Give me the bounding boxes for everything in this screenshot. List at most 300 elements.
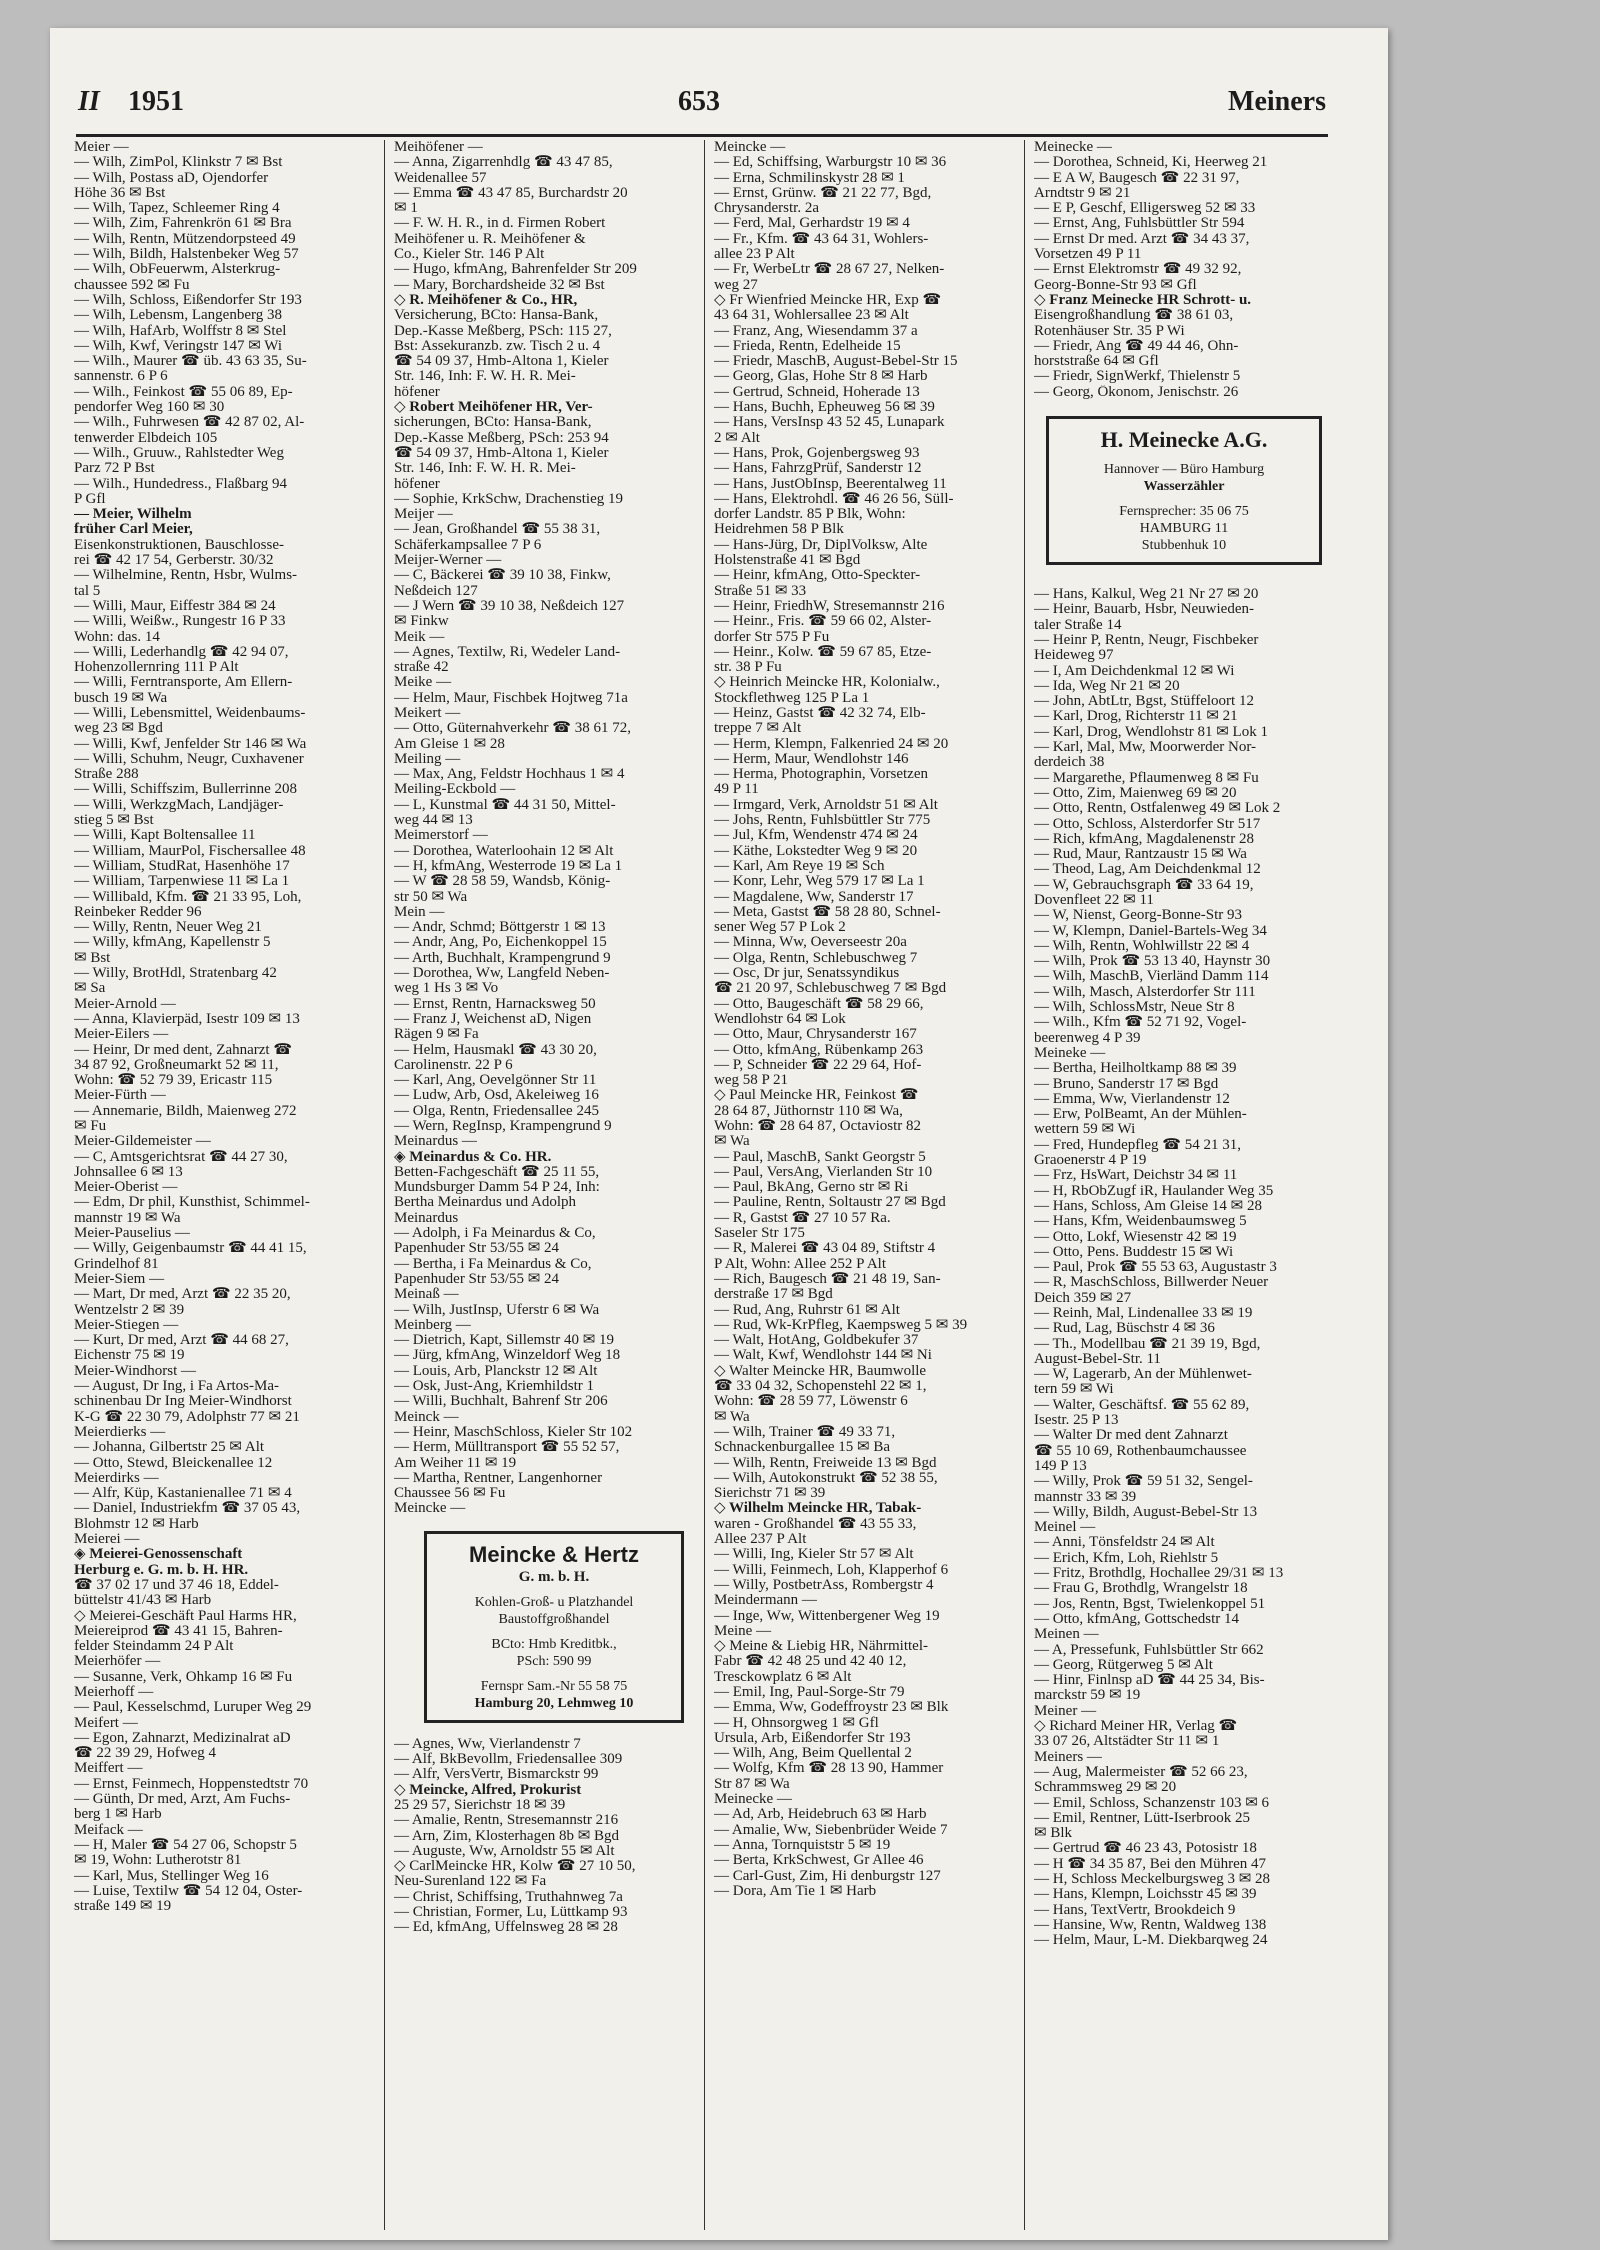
directory-entry-line: — Arth, Buchhalt, Krampengrund 9	[394, 950, 611, 966]
directory-entry-line: — Karl, Mus, Stellinger Weg 16	[74, 1868, 269, 1884]
directory-entry-line: Meier —	[74, 140, 129, 155]
directory-entry-line: — Wilh, Trainer ☎ 49 33 71,	[714, 1424, 896, 1440]
directory-entry-line: — I, Am Deichdenkmal 12 ✉ Wi	[1034, 663, 1235, 679]
directory-entry-line: — Sophie, KrkSchw, Drachenstieg 19	[394, 491, 623, 507]
directory-entry-line: — Wilhelmine, Rentn, Hsbr, Wulms-	[74, 568, 298, 584]
directory-entry-line: — Wolfg, Kfm ☎ 28 13 90, Hammer	[714, 1761, 944, 1777]
header-rule	[76, 134, 1328, 137]
directory-entry-line: — Käthe, Lokstedter Weg 9 ✉ 20	[714, 843, 918, 859]
directory-entry-line: Meinardus	[394, 1210, 459, 1226]
directory-entry-line: — Wilh, Ang, Beim Quellental 2	[714, 1746, 912, 1762]
directory-entry-line: Meincke —	[394, 1501, 466, 1517]
directory-entry-line: — Hans-Jürg, Dr, DiplVolksw, Alte	[714, 537, 928, 553]
directory-entry-line: — Erna, Schmilinskystr 28 ✉ 1	[714, 170, 905, 186]
directory-entry-line: Meier-Stiegen —	[74, 1317, 179, 1333]
directory-entry-line: — Otto, kfmAng, Gottschedstr 14	[1034, 1611, 1239, 1627]
directory-entry-line: Papenhuder Str 53/55 ✉ 24	[394, 1241, 560, 1257]
directory-entry-line: — Otto, kfmAng, Rübenkamp 263	[714, 1042, 924, 1058]
directory-entry-line: Weidenallee 57	[394, 170, 487, 186]
directory-entry-line: — Egon, Zahnarzt, Medizinalrat aD	[74, 1730, 291, 1746]
directory-entry-line: Am Gleise 1 ✉ 28	[394, 736, 505, 752]
directory-entry-line: — Anna, Klavierpäd, Isestr 109 ✉ 13	[74, 1011, 300, 1027]
directory-entry-line: — Anni, Tönsfeldstr 24 ✉ Alt	[1034, 1535, 1215, 1551]
directory-entry-line: — Herma, Photographin, Vorsetzen	[714, 767, 928, 783]
directory-entry-line: Meinel —	[1034, 1520, 1096, 1536]
column-2	[394, 140, 694, 2230]
directory-entry-line: — Fr, WerbeLtr ☎ 28 67 27, Nelken-	[714, 262, 945, 278]
directory-entry-line: Mundsburger Damm 54 P 24, Inh:	[394, 1180, 600, 1196]
directory-entry-line: — Ludw, Arb, Osd, Akeleiweg 16	[394, 1088, 599, 1104]
directory-entry-line: — H, Schloss Meckelburgsweg 3 ✉ 28	[1034, 1871, 1271, 1887]
directory-entry-line: Meierei —	[74, 1532, 140, 1548]
directory-entry-line: ◇ Meierei-Geschäft Paul Harms HR,	[74, 1608, 297, 1624]
directory-entry-line: — Willy, kfmAng, Kapellenstr 5	[74, 935, 271, 951]
directory-entry-line: — R, Malerei ☎ 43 04 89, Stiftstr 4	[714, 1241, 936, 1257]
directory-entry-line: — H, Ohnsorgweg 1 ✉ Gfl	[714, 1715, 879, 1731]
directory-entry-line: — Aug, Malermeister ☎ 52 66 23,	[1034, 1764, 1248, 1780]
directory-entry-line: waren - Großhandel ☎ 43 55 33,	[714, 1516, 917, 1532]
directory-entry-line: Rägen 9 ✉ Fa	[394, 1027, 479, 1043]
directory-entry-line: Blohmstr 12 ✉ Harb	[74, 1516, 199, 1532]
directory-entry-line: — Fr., Kfm. ☎ 43 64 31, Wohlers-	[714, 231, 929, 247]
directory-entry-line: — Herm, Mülltransport ☎ 55 52 57,	[394, 1440, 620, 1456]
directory-entry-line: — E P, Geschf, Elligersweg 52 ✉ 33	[1034, 201, 1256, 217]
directory-entry-line: — P, Schneider ☎ 22 29 64, Hof-	[714, 1057, 922, 1073]
directory-entry-line: — Ernst Dr med. Arzt ☎ 34 43 37,	[1034, 231, 1250, 247]
directory-entry-line: — Meta, Gastst ☎ 58 28 80, Schnel-	[714, 904, 941, 920]
directory-entry-line: str 50 ✉ Wa	[394, 889, 468, 905]
directory-entry-line: — Th., Modellbau ☎ 21 39 19, Bgd,	[1034, 1336, 1261, 1352]
directory-entry-line: — Heinr, Dr med dent, Zahnarzt ☎	[74, 1042, 293, 1058]
directory-entry-line: — Fritz, Brothdlg, Hochallee 29/31 ✉ 13	[1034, 1566, 1284, 1582]
directory-entry-line: — Hans, VersInsp 43 52 45, Lunapark	[714, 415, 945, 431]
directory-entry-line: — Gertrud, Schneid, Hoherade 13	[714, 384, 920, 400]
directory-columns	[74, 140, 1330, 2230]
directory-entry-line: derdeich 38	[1034, 755, 1105, 771]
directory-entry-line: — Heinr, FriedhW, Stresemannstr 216	[714, 598, 945, 614]
directory-entry-line: — Theod, Lag, Am Deichdenkmal 12	[1034, 862, 1261, 878]
directory-entry-line: Meier-Eilers —	[74, 1027, 169, 1043]
ad-title: Meincke & Hertz	[469, 1541, 639, 1567]
directory-entry-line: 34 87 92, Großneumarkt 52 ✉ 11,	[74, 1057, 279, 1073]
directory-entry-line: — Wilh, ObFeuerwm, Alsterkrug-	[74, 262, 281, 278]
directory-entry-line: mannstr 33 ✉ 39	[1034, 1489, 1137, 1505]
directory-entry-line: ◈ Meinardus & Co. HR.	[394, 1149, 552, 1165]
directory-entry-line: Arndtstr 9 ✉ 21	[1034, 185, 1131, 201]
directory-entry-line: — Wern, RegInsp, Krampengrund 9	[394, 1119, 612, 1134]
directory-entry-line: Parz 72 P Bst	[74, 461, 155, 477]
directory-entry-line: ☎ 33 04 32, Schopenstehl 22 ✉ 1,	[714, 1379, 927, 1395]
directory-entry-line: Holstenstraße 41 ✉ Bgd	[714, 553, 861, 569]
directory-entry-line: — Konr, Lehr, Weg 579 17 ✉ La 1	[714, 874, 925, 890]
directory-entry-line: 49 P 11	[714, 782, 759, 798]
directory-entry-line: — Christ, Schiffsing, Truthahnweg 7a	[394, 1889, 623, 1905]
directory-entry-line: Meinecke —	[714, 1792, 792, 1808]
directory-entry-line: — F. W. H. R., in d. Firmen Robert	[394, 216, 606, 232]
directory-entry-line: — Wilh., Kfm ☎ 52 71 92, Vogel-	[1034, 1015, 1247, 1031]
directory-entry-line: — Helm, Maur, L-M. Diekbarqweg 24	[1034, 1933, 1268, 1949]
directory-entry-line: — John, AbtLtr, Bgst, Stüffeloort 12	[1034, 694, 1254, 710]
directory-entry-line: — Johanna, Gilbertstr 25 ✉ Alt	[74, 1440, 265, 1456]
directory-entry-line: — Herm, Maur, Wendlohstr 146	[714, 751, 909, 767]
directory-entry-line: — Karl, Ang, Oevelgönner Str 11	[394, 1073, 597, 1089]
directory-entry-line: — Daniel, Industriekfm ☎ 37 05 43,	[74, 1501, 301, 1517]
directory-entry-line: Meijer —	[394, 507, 453, 523]
directory-entry-line: Johnsallee 6 ✉ 13	[74, 1164, 183, 1180]
directory-entry-line: — Willi, Schuhm, Neugr, Cuxhavener	[74, 751, 304, 767]
directory-entry-line: — Andr, Schmd; Böttgerstr 1 ✉ 13	[394, 920, 606, 936]
directory-entry-line: Meiereiprod ☎ 43 41 15, Bahren-	[74, 1623, 283, 1639]
column-3	[714, 140, 1014, 2230]
directory-entry-line: treppe 7 ✉ Alt	[714, 721, 802, 737]
directory-entry-line: — Karl, Am Reye 19 ✉ Sch	[714, 858, 885, 874]
directory-entry-line: Meier-Pauselius —	[74, 1226, 190, 1242]
directory-entry-line: — Wilh, ZimPol, Klinkstr 7 ✉ Bst	[74, 155, 283, 171]
directory-entry-line: — Alfr, VersVertr, Bismarckstr 99	[394, 1767, 599, 1783]
directory-entry-line: ☎ 55 10 69, Rothenbaumchaussee	[1034, 1443, 1247, 1459]
directory-entry-line: ◈ Meierei-Genossenschaft	[74, 1547, 243, 1563]
directory-entry-line: — Emma ☎ 43 47 85, Burchardstr 20	[394, 185, 628, 201]
directory-entry-line: — Willi, Lederhandlg ☎ 42 94 07,	[74, 644, 289, 660]
directory-entry-line: — Bruno, Sanderstr 17 ✉ Bgd	[1034, 1076, 1219, 1092]
directory-entry-line: — Dora, Am Tie 1 ✉ Harb	[714, 1883, 877, 1899]
directory-entry-line: — Günth, Dr med, Arzt, Am Fuchs-	[74, 1792, 291, 1808]
directory-entry-line: — Louis, Arb, Planckstr 12 ✉ Alt	[394, 1363, 598, 1379]
directory-entry-line: 25 29 57, Sierichstr 18 ✉ 39	[394, 1797, 566, 1813]
directory-entry-line: chaussee 592 ✉ Fu	[74, 277, 190, 293]
directory-entry-line: — W, Nienst, Georg-Bonne-Str 93	[1034, 908, 1243, 924]
directory-entry-line: ✉ Bst	[74, 950, 111, 966]
directory-entry-line: Str. 146, Inh: F. W. H. R. Mei-	[394, 461, 576, 477]
directory-entry-line: 2 ✉ Alt	[714, 430, 760, 446]
directory-entry-line: — Jean, Großhandel ☎ 55 38 31,	[394, 522, 601, 538]
directory-entry-line: — Ernst, Ang, Fuhlsbüttler Str 594	[1034, 216, 1245, 232]
directory-entry-line: — H, RbObZugf iR, Haulander Weg 35	[1034, 1183, 1274, 1199]
directory-entry-line: ☎ 21 20 97, Schlebuschweg 7 ✉ Bgd	[714, 981, 947, 997]
directory-entry-line: Meiling-Eckbold —	[394, 782, 516, 798]
directory-entry-line: — Hans, FahrzgPrüf, Sanderstr 12	[714, 461, 922, 477]
directory-entry-line: ✉ Blk	[1034, 1826, 1072, 1842]
directory-entry-line: — Wilh, Kwf, Veringstr 147 ✉ Wi	[74, 338, 283, 354]
directory-entry-line: — Wilh, MaschB, Vierländ Damm 114	[1034, 969, 1269, 985]
directory-entry-line: Wohn: ☎ 52 79 39, Ericastr 115	[74, 1073, 273, 1089]
directory-entry-line: Neßdeich 127	[394, 583, 478, 599]
directory-entry-line: — W ☎ 28 58 59, Wandsb, König-	[394, 874, 611, 890]
directory-entry-line: horststraße 64 ✉ Gfl	[1034, 354, 1159, 370]
directory-entry-line: — Heinr., Fris. ☎ 59 66 02, Alster-	[714, 614, 932, 630]
directory-entry-line: — Rich, Baugesch ☎ 21 48 19, San-	[714, 1271, 941, 1287]
directory-entry-line: dorfer Landstr. 85 P Blk, Wohn:	[714, 507, 906, 523]
page-number: 653	[678, 86, 720, 117]
year-label: 1951	[128, 86, 184, 117]
directory-entry-line: Co., Kieler Str. 146 P Alt	[394, 247, 545, 263]
directory-entry-line: ◇ R. Meihöfener & Co., HR,	[394, 292, 578, 308]
directory-entry-line: taler Straße 14	[1034, 617, 1122, 633]
directory-entry-line: — Osk, Just-Ang, Kriemhildstr 1	[394, 1379, 594, 1395]
directory-entry-line: — Willi, WerkzgMach, Landjäger-	[74, 797, 284, 813]
ad-line: Fernsprecher: 35 06 75	[1119, 504, 1249, 520]
directory-entry-line: ✉ 1	[394, 201, 418, 217]
directory-entry-line: — Olga, Rentn, Friedensallee 245	[394, 1103, 599, 1119]
directory-entry-line: Papenhuder Str 53/55 ✉ 24	[394, 1271, 560, 1287]
directory-entry-line: — Hans, Kalkul, Weg 21 Nr 27 ✉ 20	[1034, 587, 1259, 603]
directory-entry-line: — William, MaurPol, Fischersallee 48	[74, 843, 306, 859]
ad-subtitle: G. m. b. H.	[518, 1568, 590, 1585]
directory-entry-line: straße 149 ✉ 19	[74, 1899, 172, 1915]
directory-entry-line: Meierdierks —	[74, 1424, 166, 1440]
directory-entry-line: — Alf, BkBevollm, Friedensallee 309	[394, 1752, 623, 1768]
directory-entry-line: — Wilh, Bildh, Halstenbeker Weg 57	[74, 247, 299, 263]
directory-entry-line: — Heinr P, Rentn, Neugr, Fischbeker	[1034, 632, 1259, 648]
directory-entry-line: — Wilh, Masch, Alsterdorfer Str 111	[1034, 984, 1256, 1000]
directory-entry-line: — Ernst, Rentn, Harnacksweg 50	[394, 996, 596, 1012]
column-1	[74, 140, 374, 2230]
directory-entry-line: ☎ 22 39 29, Hofweg 4	[74, 1746, 217, 1762]
directory-entry-line: allee 23 P Alt	[714, 247, 795, 263]
directory-entry-line: — Ernst Elektromstr ☎ 49 32 92,	[1034, 262, 1242, 278]
directory-entry-line: ◇ Richard Meiner HR, Verlag ☎	[1034, 1719, 1238, 1735]
directory-entry-line: Wendlohstr 64 ✉ Lok	[714, 1011, 846, 1027]
directory-entry-line: Wohn: ☎ 28 64 87, Octaviostr 82	[714, 1119, 922, 1134]
directory-entry-line: — August, Dr Ing, i Fa Artos-Ma-	[74, 1379, 279, 1395]
directory-entry-line: — Heinz, Gastst ☎ 42 32 74, Elb-	[714, 705, 926, 721]
directory-entry-line: ✉ Sa	[74, 981, 106, 997]
directory-entry-line: — H, Maler ☎ 54 27 06, Schopstr 5	[74, 1837, 297, 1853]
directory-entry-line: Am Weiher 11 ✉ 19	[394, 1455, 517, 1471]
directory-entry-line: ✉ 19, Wohn: Lutherotstr 81	[74, 1853, 242, 1869]
directory-entry-line: — Willy, Rentn, Neuer Weg 21	[74, 920, 262, 936]
directory-entry-line: Hohenzollernring 111 P Alt	[74, 660, 239, 676]
directory-entry-line: weg 58 P 21	[714, 1073, 789, 1089]
directory-entry-line: Versicherung, BCto: Hansa-Bank,	[394, 308, 599, 324]
directory-entry-line: — Hans, Prok, Gojenbergsweg 93	[714, 445, 920, 461]
directory-entry-line: — Hinr, Finlnsp aD ☎ 44 25 34, Bis-	[1034, 1673, 1265, 1689]
directory-entry-line: ◇ Meincke, Alfred, Prokurist	[394, 1782, 582, 1798]
directory-entry-line: — Wilh., Feinkost ☎ 55 06 89, Ep-	[74, 384, 293, 400]
directory-entry-line: — Hans, Elektrohdl. ☎ 46 26 56, Süll-	[714, 491, 954, 507]
directory-entry-line: — Dorothea, Waterloohain 12 ✉ Alt	[394, 843, 614, 859]
directory-entry-line: Fabr ☎ 42 48 25 und 42 40 12,	[714, 1654, 907, 1670]
directory-entry-line: — Georg, Glas, Hohe Str 8 ✉ Harb	[714, 369, 928, 385]
directory-entry-line: — Wilh, Rentn, Freiweide 13 ✉ Bgd	[714, 1455, 937, 1471]
directory-entry-line: P Gfl	[74, 491, 106, 507]
directory-entry-line: — Meier, Wilhelm	[74, 507, 192, 523]
directory-entry-line: — W, Gebrauchsgraph ☎ 33 64 19,	[1034, 877, 1254, 893]
directory-entry-line: — Willibald, Kfm. ☎ 21 33 95, Loh,	[74, 889, 302, 905]
directory-entry-line: ☎ 54 09 37, Hmb-Altona 1, Kieler	[394, 354, 609, 370]
ad-line: Wasserzähler	[1143, 479, 1225, 495]
directory-entry-line: — Walter, Geschäftsf. ☎ 55 62 89,	[1034, 1397, 1250, 1413]
directory-entry-line: — Hans, Klempn, Loichsstr 45 ✉ 39	[1034, 1887, 1257, 1903]
directory-entry-line: — Rud, Ang, Ruhrstr 61 ✉ Alt	[714, 1302, 900, 1318]
directory-entry-line: — Auguste, Ww, Arnoldstr 55 ✉ Alt	[394, 1843, 615, 1859]
directory-entry-line: Schnackenburgallee 15 ✉ Ba	[714, 1440, 890, 1456]
directory-entry-line: — Emil, Schloss, Schanzenstr 103 ✉ 6	[1034, 1795, 1270, 1811]
directory-entry-line: Georg-Bonne-Str 93 ✉ Gfl	[1034, 277, 1197, 293]
directory-entry-line: beerenweg 4 P 39	[1034, 1030, 1141, 1046]
directory-entry-line: — Luise, Textilw ☎ 54 12 04, Oster-	[74, 1883, 303, 1899]
directory-entry-line: Allee 237 P Alt	[714, 1532, 807, 1548]
directory-entry-line: Eichenstr 75 ✉ 19	[74, 1348, 185, 1364]
directory-entry-line: — C, Amtsgerichtsrat ☎ 44 27 30,	[74, 1149, 288, 1165]
directory-entry-line: — Heinr, MaschSchloss, Kieler Str 102	[394, 1424, 633, 1440]
directory-entry-line: — Paul, Prok ☎ 55 53 63, Augustastr 3	[1034, 1260, 1277, 1276]
directory-entry-line: Meier-Fürth —	[74, 1088, 166, 1104]
directory-entry-line: — Inge, Ww, Wittenbergener Weg 19	[714, 1608, 940, 1624]
directory-entry-line: — Wilh, HafArb, Wolffstr 8 ✉ Stel	[74, 323, 287, 339]
directory-entry-line: Ursula, Arb, Eißendorfer Str 193	[714, 1730, 911, 1746]
directory-entry-line: — Irmgard, Verk, Arnoldstr 51 ✉ Alt	[714, 797, 938, 813]
directory-entry-line: Meike —	[394, 675, 452, 691]
directory-entry-line: — Pauline, Rentn, Soltaustr 27 ✉ Bgd	[714, 1195, 946, 1211]
directory-entry-line: — Erich, Kfm, Loh, Riehlstr 5	[1034, 1550, 1219, 1566]
directory-entry-line: Eisengroßhandlung ☎ 38 61 03,	[1034, 308, 1234, 324]
directory-entry-line: — Margarethe, Pflaumenweg 8 ✉ Fu	[1034, 770, 1259, 786]
directory-entry-line: Meimerstorf —	[394, 828, 488, 844]
directory-entry-line: — Willy, Bildh, August-Bebel-Str 13	[1034, 1504, 1258, 1520]
directory-entry-line: mannstr 19 ✉ Wa	[74, 1210, 181, 1226]
directory-entry-line: ☎ 37 02 17 und 37 46 18, Eddel-	[74, 1577, 279, 1593]
directory-entry-line: — Willi, Ing, Kieler Str 57 ✉ Alt	[714, 1547, 914, 1563]
directory-entry-line: — Adolph, i Fa Meinardus & Co,	[394, 1226, 596, 1242]
directory-entry-line: Bertha Meinardus und Adolph	[394, 1195, 577, 1211]
directory-entry-line: — Hugo, kfmAng, Bahrenfelder Str 209	[394, 262, 637, 278]
directory-entry-line: 28 64 87, Jüthornstr 110 ✉ Wa,	[714, 1103, 903, 1119]
directory-entry-line: ☎ 54 09 37, Hmb-Altona 1, Kieler	[394, 445, 609, 461]
directory-entry-line: — Emma, Ww, Godeffroystr 23 ✉ Blk	[714, 1700, 949, 1716]
directory-entry-line: — Willy, BrotHdl, Stratenbarg 42	[74, 966, 277, 982]
directory-entry-line: Bst: Assekuranzb. zw. Tisch 2 u. 4	[394, 338, 601, 354]
directory-entry-line: — Fred, Hundepfleg ☎ 54 21 31,	[1034, 1137, 1241, 1153]
directory-entry-line: — Ernst, Grünw. ☎ 21 22 77, Bgd,	[714, 185, 932, 201]
directory-entry-line: — Anna, Tornquiststr 5 ✉ 19	[714, 1837, 891, 1853]
directory-entry-line: — Hans, JustObInsp, Beerentalweg 11	[714, 476, 947, 492]
column-divider	[704, 140, 705, 2230]
directory-entry-line: — Friedr, SignWerkf, Thielenstr 5	[1034, 369, 1241, 385]
ad-line: Hamburg 20, Lehmweg 10	[474, 1695, 634, 1711]
directory-entry-line: August-Bebel-Str. 11	[1034, 1351, 1161, 1367]
directory-entry-line: ◇ Robert Meihöfener HR, Ver-	[394, 400, 593, 416]
directory-entry-line: Meierdirks —	[74, 1470, 159, 1486]
directory-entry-line: Str. 146, Inh: F. W. H. R. Mei-	[394, 369, 576, 385]
directory-entry-line: — Bertha, i Fa Meinardus & Co,	[394, 1256, 592, 1272]
directory-entry-line: ◇ Walter Meincke HR, Baumwolle	[714, 1363, 927, 1379]
directory-entry-line: — Jul, Kfm, Wendenstr 474 ✉ 24	[714, 828, 918, 844]
directory-entry-line: — Reinh, Mal, Lindenallee 33 ✉ 19	[1034, 1306, 1253, 1321]
directory-entry-line: — Paul, MaschB, Sankt Georgstr 5	[714, 1149, 926, 1165]
ad-line: PSch: 590 99	[516, 1653, 592, 1669]
directory-entry-line: — Ernst, Feinmech, Hoppenstedtstr 70	[74, 1776, 309, 1792]
directory-entry-line: weg 23 ✉ Bgd	[74, 721, 163, 737]
directory-entry-line: — Karl, Mal, Mw, Moorwerder Nor-	[1034, 740, 1257, 756]
directory-entry-line: — Mary, Borchardsheide 32 ✉ Bst	[394, 277, 605, 293]
directory-entry-line: — William, StudRat, Hasenhöhe 17	[74, 858, 290, 874]
directory-entry-line: — Otto, Baugeschäft ☎ 58 29 66,	[714, 996, 924, 1012]
directory-entry-line: — Paul, VersAng, Vierlanden Str 10	[714, 1164, 933, 1180]
directory-entry-line: Meik —	[394, 629, 445, 645]
directory-entry-line: — Rud, Lag, Büschstr 4 ✉ 36	[1034, 1321, 1215, 1337]
directory-entry-line: ◇ Paul Meincke HR, Feinkost ☎	[714, 1088, 919, 1104]
directory-entry-line: — William, Tarpenwiese 11 ✉ La 1	[74, 874, 290, 890]
column-divider	[384, 140, 385, 2230]
directory-entry-line: Meifert —	[74, 1715, 138, 1731]
directory-entry-line: — Walt, Kwf, Wendlohstr 144 ✉ Ni	[714, 1348, 932, 1364]
column-divider	[1024, 140, 1025, 2230]
directory-entry-line: Dep.-Kasse Meßberg, PSch: 253 94	[394, 430, 609, 446]
directory-entry-line: Mein —	[394, 904, 445, 920]
advertisement-h-meinecke	[1046, 416, 1322, 565]
directory-entry-line: — Willi, Schiffszim, Bullerrinne 208	[74, 782, 297, 798]
directory-entry-line: ✉ Wa	[714, 1409, 750, 1425]
volume-label: II	[78, 86, 100, 117]
directory-entry-line: — Heinr, Bauarb, Hsbr, Neuwieden-	[1034, 602, 1254, 618]
directory-entry-line: — Georg, Ökonom, Jenischstr. 26	[1034, 384, 1239, 400]
directory-entry-line: — Willi, Feinmech, Loh, Klapperhof 6	[714, 1562, 949, 1578]
directory-entry-line: — Jos, Rentn, Bgst, Twielenkoppel 51	[1034, 1596, 1266, 1612]
directory-entry-line: — Jürg, kfmAng, Winzeldorf Weg 18	[394, 1348, 621, 1364]
directory-entry-line: — Otto, Pens. Buddestr 15 ✉ Wi	[1034, 1244, 1234, 1260]
ad-line: Kohlen-Groß- u Platzhandel	[474, 1594, 634, 1610]
directory-entry-line: — L, Kunstmal ☎ 44 31 50, Mittel-	[394, 797, 616, 813]
directory-entry-line: — Christian, Former, Lu, Lüttkamp 93	[394, 1904, 628, 1920]
directory-entry-line: — Otto, Lokf, Wiesenstr 42 ✉ 19	[1034, 1229, 1237, 1245]
directory-entry-line: K-G ☎ 22 30 79, Adolphstr 77 ✉ 21	[74, 1409, 300, 1425]
directory-entry-line: — Herm, Klempn, Falkenried 24 ✉ 20	[714, 736, 949, 752]
directory-entry-line: — Wilh, Rentn, Mützendorpsteed 49	[74, 231, 296, 247]
directory-entry-line: — Friedr, Ang ☎ 49 44 46, Ohn-	[1034, 338, 1239, 354]
directory-entry-line: Saseler Str 175	[714, 1226, 805, 1242]
directory-entry-line: Deich 359 ✉ 27	[1034, 1290, 1132, 1306]
directory-entry-line: pendorfer Weg 160 ✉ 30	[74, 400, 225, 416]
directory-entry-line: Meier-Windhorst —	[74, 1363, 196, 1379]
directory-entry-line: — Frieda, Rentn, Edelheide 15	[714, 338, 901, 354]
directory-entry-line: — Emil, Rentner, Lütt-Iserbrook 25	[1034, 1810, 1251, 1826]
directory-entry-line: — Ferd, Mal, Gerhardstr 19 ✉ 4	[714, 216, 910, 232]
directory-entry-line: Meihöfener —	[394, 140, 483, 155]
column-4	[1034, 140, 1334, 2230]
directory-entry-line: marckstr 59 ✉ 19	[1034, 1688, 1141, 1704]
directory-entry-line: — Wilh, Autokonstrukt ☎ 52 38 55,	[714, 1470, 938, 1486]
directory-entry-line: — Wilh, Schloss, Eißendorfer Str 193	[74, 292, 302, 308]
directory-entry-line: — R, MaschSchloss, Billwerder Neuer	[1034, 1275, 1269, 1291]
directory-entry-line: — Agnes, Textilw, Ri, Wedeler Land-	[394, 644, 621, 660]
directory-entry-line: — Heinr, kfmAng, Otto-Speckter-	[714, 568, 921, 584]
directory-entry-line: Isestr. 25 P 13	[1034, 1413, 1119, 1429]
directory-entry-line: Wohn: das. 14	[74, 629, 160, 645]
directory-entry-line: — Gertrud ☎ 46 23 43, Potosistr 18	[1034, 1841, 1257, 1857]
directory-entry-line: — Amalie, Rentn, Stresemannstr 216	[394, 1813, 619, 1829]
directory-entry-line: — Susanne, Verk, Ohkamp 16 ✉ Fu	[74, 1669, 293, 1685]
directory-entry-line: ✉ Fu	[74, 1119, 107, 1134]
directory-entry-line: — Hans, Buchh, Epheuweg 56 ✉ 39	[714, 400, 935, 416]
directory-entry-line: Straße 288	[74, 767, 139, 783]
directory-entry-line: — Karl, Drog, Richterstr 11 ✉ 21	[1034, 709, 1238, 725]
directory-entry-line: Meier-Arnold —	[74, 996, 176, 1012]
directory-entry-line: Meine —	[714, 1623, 772, 1639]
directory-entry-line: — Helm, Hausmakl ☎ 43 30 20,	[394, 1042, 597, 1058]
directory-entry-line: felder Steindamm 24 P Alt	[74, 1639, 234, 1655]
directory-entry-line: sannenstr. 6 P 6	[74, 369, 168, 385]
directory-entry-line: — Johs, Rentn, Fuhlsbüttler Str 775	[714, 813, 931, 829]
directory-entry-line: — Olga, Rentn, Schlebuschweg 7	[714, 950, 918, 966]
directory-page	[50, 28, 1388, 2240]
directory-entry-line: — H ☎ 34 35 87, Bei den Mühren 47	[1034, 1856, 1266, 1872]
directory-entry-line: — Andr, Ang, Po, Eichenkoppel 15	[394, 935, 607, 951]
directory-entry-line: büttelstr 41/43 ✉ Harb	[74, 1593, 212, 1609]
directory-entry-line: ◇ Heinrich Meincke HR, Kolonialw.,	[714, 675, 940, 691]
directory-entry-line: — Karl, Drog, Wendlohstr 81 ✉ Lok 1	[1034, 724, 1268, 740]
directory-entry-line: — W, Lagerarb, An der Mühlenwet-	[1034, 1367, 1252, 1383]
